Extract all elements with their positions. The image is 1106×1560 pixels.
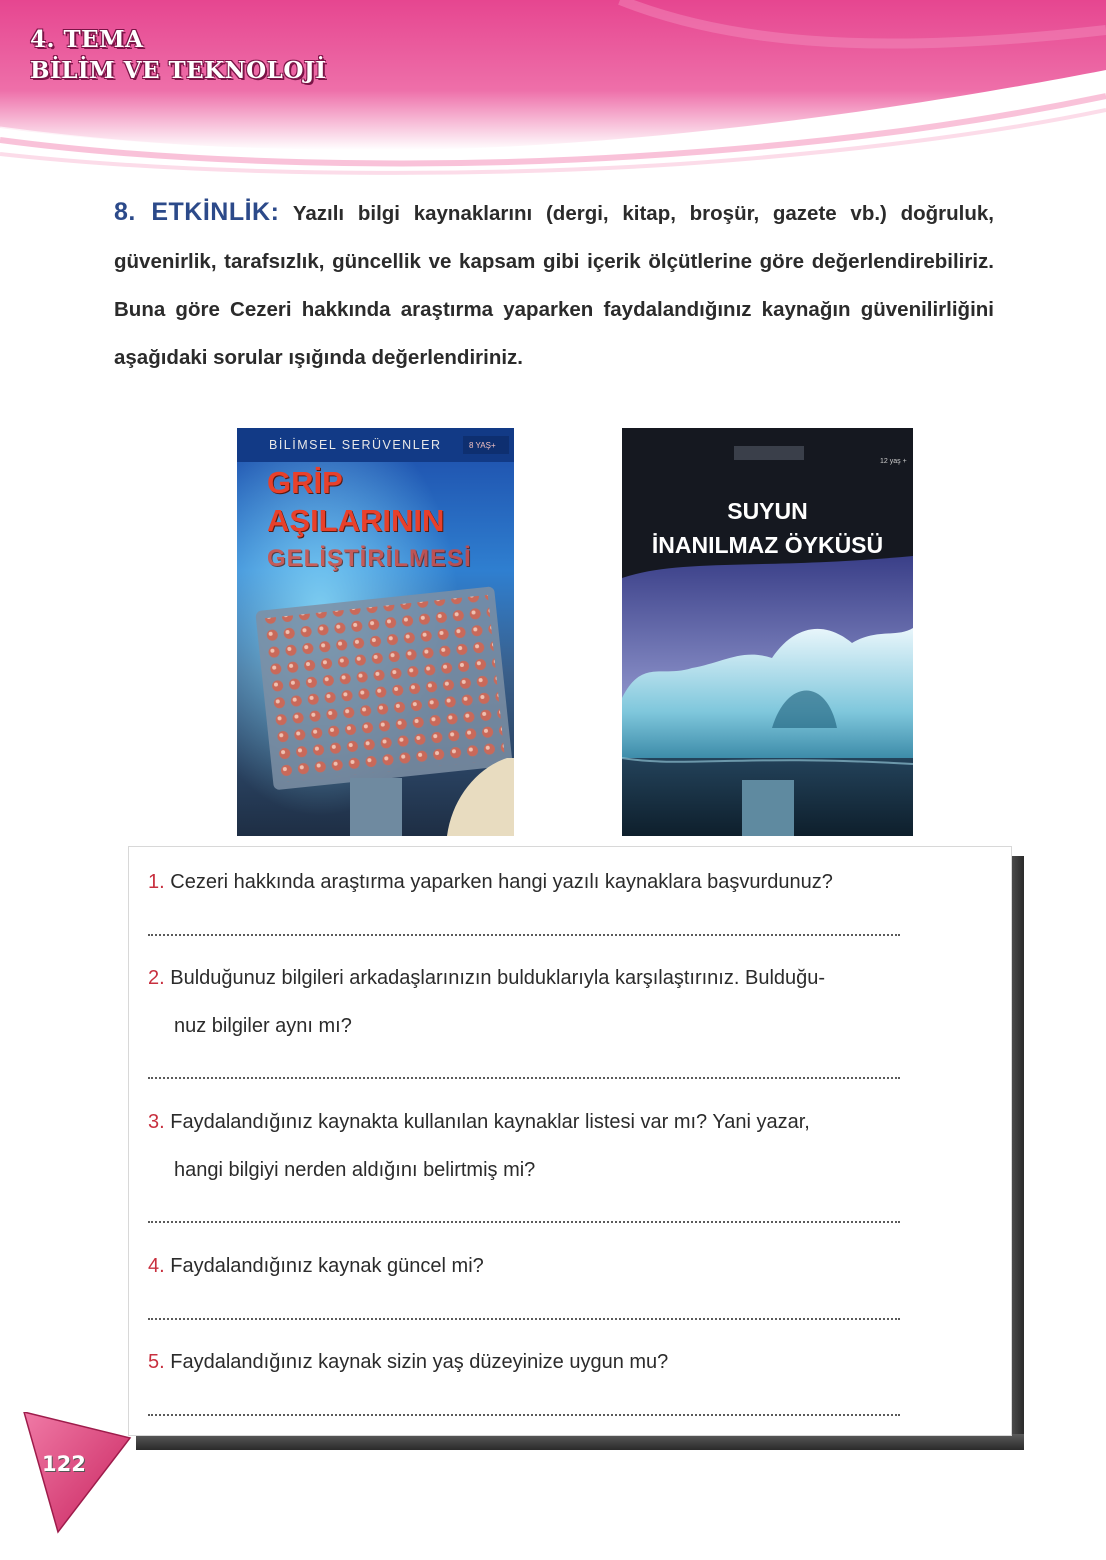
book-title-line: SUYUN — [727, 498, 808, 524]
book-title — [622, 494, 913, 562]
book-age: 12 yaş + — [880, 458, 907, 465]
book-series: BİLİMSEL SERÜVENLER — [269, 438, 442, 452]
question-text: Faydalandığınız kaynak sizin yaş düzeyinize uygun mu? — [170, 1351, 669, 1373]
book-title — [267, 464, 472, 578]
question-number: 2. — [148, 967, 165, 989]
question-text: Faydalandığınız kaynakta kullanılan kaynaklar listesi var mı? Yani yazar, — [170, 1111, 810, 1133]
book-cover-suyun-image — [622, 428, 913, 836]
question-2 — [148, 954, 993, 1050]
answer-line-1[interactable] — [148, 934, 900, 936]
question-text-cont: hangi bilgiyi nerden aldığını belirtmiş mi? — [174, 1159, 536, 1181]
question-1 — [148, 858, 993, 906]
question-4 — [148, 1242, 993, 1290]
activity-body: Yazılı bilgi kaynaklarını (dergi, kitap, broşür, gazete vb.) doğruluk, güvenirlik, tarafsızlık, güncellik ve kapsam gibi içerik ölçütlerine göre değerlendirebiliriz. Buna göre Cezeri hakkında araştırma yaparken faydalandığınız kaynağın güvenilirliğini aşağıdaki sorular ışığında değerlendiriniz. — [114, 202, 994, 369]
theme-name: BİLİM VE TEKNOLOJİ — [30, 57, 327, 84]
book-cover-grip — [237, 428, 514, 836]
question-text: Faydalandığınız kaynak güncel mi? — [170, 1255, 484, 1277]
book-title-line: AŞILARININ — [267, 503, 445, 538]
question-text-cont: nuz bilgiler aynı mı? — [174, 1015, 352, 1037]
question-number: 1. — [148, 871, 165, 893]
question-number: 5. — [148, 1351, 165, 1373]
book-title-line: GRİP — [267, 465, 343, 500]
page-number-badge — [22, 1412, 132, 1534]
theme-heading — [30, 24, 327, 86]
page-number: 122 — [42, 1452, 86, 1476]
book-title-line: İNANILMAZ ÖYKÜSÜ — [651, 532, 884, 558]
question-number: 3. — [148, 1111, 165, 1133]
theme-number: 4. TEMA — [30, 26, 144, 53]
book-cover-suyun — [622, 428, 913, 836]
answer-line-2[interactable] — [148, 1077, 900, 1079]
question-5 — [148, 1338, 993, 1386]
book-age: 8 YAŞ+ — [469, 441, 496, 450]
card-shadow — [136, 1434, 1024, 1450]
activity-paragraph — [114, 188, 994, 382]
answer-line-3[interactable] — [148, 1221, 900, 1223]
book-title-line: GELİŞTİRİLMESİ — [267, 545, 472, 572]
answer-line-4[interactable] — [148, 1318, 900, 1320]
question-text: Bulduğunuz bilgileri arkadaşlarınızın bulduklarıyla karşılaştırınız. Bulduğu- — [170, 967, 826, 989]
answer-line-5[interactable] — [148, 1414, 900, 1416]
question-text: Cezeri hakkında araştırma yaparken hangi yazılı kaynaklara başvurdunuz? — [170, 871, 833, 893]
header-banner — [0, 0, 1106, 180]
question-3 — [148, 1098, 993, 1194]
question-number: 4. — [148, 1255, 165, 1277]
activity-title: 8. ETKİNLİK: — [114, 198, 280, 226]
